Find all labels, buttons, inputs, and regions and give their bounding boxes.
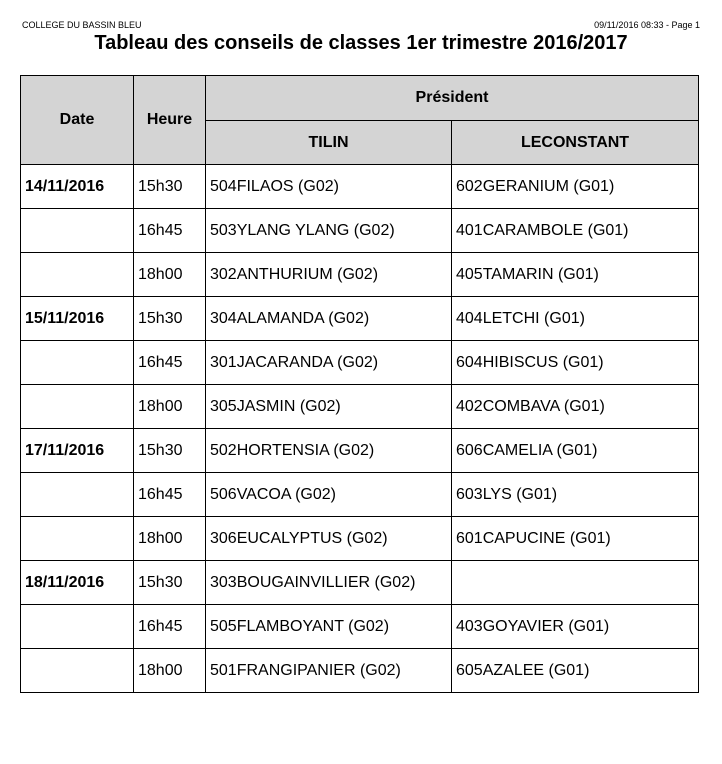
cell-leconstant: 403GOYAVIER (G01)	[452, 605, 699, 649]
cell-date	[21, 605, 134, 649]
table-row	[21, 297, 699, 341]
table-row	[21, 473, 699, 517]
table-row	[21, 429, 699, 473]
cell-leconstant: 601CAPUCINE (G01)	[452, 517, 699, 561]
table-row	[21, 561, 699, 605]
print-date-page: 09/11/2016 08:33 - Page 1	[594, 20, 700, 30]
cell-date	[21, 473, 134, 517]
cell-heure: 16h45	[134, 605, 206, 649]
cell-date: 14/11/2016	[21, 165, 134, 209]
header-tilin: TILIN	[206, 121, 452, 165]
cell-tilin: 501FRANGIPANIER (G02)	[206, 649, 452, 693]
header-date: Date	[21, 76, 134, 165]
cell-heure: 16h45	[134, 341, 206, 385]
cell-leconstant	[452, 561, 699, 605]
cell-heure: 15h30	[134, 429, 206, 473]
cell-tilin: 305JASMIN (G02)	[206, 385, 452, 429]
cell-heure: 18h00	[134, 649, 206, 693]
table-row	[21, 649, 699, 693]
cell-date: 18/11/2016	[21, 561, 134, 605]
page-title: Tableau des conseils de classes 1er trimestre 2016/2017	[94, 32, 628, 54]
cell-heure: 16h45	[134, 209, 206, 253]
header-president: Président	[206, 76, 699, 121]
table-row	[21, 517, 699, 561]
page-header	[22, 19, 700, 31]
cell-tilin: 301JACARANDA (G02)	[206, 341, 452, 385]
cell-leconstant: 604HIBISCUS (G01)	[452, 341, 699, 385]
cell-date: 15/11/2016	[21, 297, 134, 341]
cell-tilin: 503YLANG YLANG (G02)	[206, 209, 452, 253]
cell-tilin: 505FLAMBOYANT (G02)	[206, 605, 452, 649]
cell-heure: 15h30	[134, 561, 206, 605]
header-leconstant: LECONSTANT	[452, 121, 699, 165]
cell-leconstant: 402COMBAVA (G01)	[452, 385, 699, 429]
header-row	[21, 76, 699, 121]
cell-date	[21, 341, 134, 385]
cell-heure: 18h00	[134, 385, 206, 429]
table-row	[21, 605, 699, 649]
cell-heure: 15h30	[134, 297, 206, 341]
cell-leconstant: 605AZALEE (G01)	[452, 649, 699, 693]
cell-leconstant: 404LETCHI (G01)	[452, 297, 699, 341]
cell-date	[21, 385, 134, 429]
cell-heure: 16h45	[134, 473, 206, 517]
table-row	[21, 253, 699, 297]
table-row	[21, 385, 699, 429]
header-heure: Heure	[134, 76, 206, 165]
cell-tilin: 504FILAOS (G02)	[206, 165, 452, 209]
cell-heure: 18h00	[134, 517, 206, 561]
cell-heure: 15h30	[134, 165, 206, 209]
cell-leconstant: 602GERANIUM (G01)	[452, 165, 699, 209]
school-name: COLLEGE DU BASSIN BLEU	[22, 20, 142, 30]
cell-tilin: 303BOUGAINVILLIER (G02)	[206, 561, 452, 605]
cell-leconstant: 405TAMARIN (G01)	[452, 253, 699, 297]
cell-tilin: 506VACOA (G02)	[206, 473, 452, 517]
cell-tilin: 502HORTENSIA (G02)	[206, 429, 452, 473]
cell-leconstant: 401CARAMBOLE (G01)	[452, 209, 699, 253]
table-row	[21, 341, 699, 385]
cell-tilin: 304ALAMANDA (G02)	[206, 297, 452, 341]
table-row	[21, 165, 699, 209]
cell-tilin: 306EUCALYPTUS (G02)	[206, 517, 452, 561]
cell-heure: 18h00	[134, 253, 206, 297]
cell-leconstant: 606CAMELIA (G01)	[452, 429, 699, 473]
cell-date: 17/11/2016	[21, 429, 134, 473]
table-row	[21, 209, 699, 253]
cell-date	[21, 517, 134, 561]
cell-date	[21, 649, 134, 693]
cell-tilin: 302ANTHURIUM (G02)	[206, 253, 452, 297]
cell-date	[21, 209, 134, 253]
cell-leconstant: 603LYS (G01)	[452, 473, 699, 517]
cell-date	[21, 253, 134, 297]
conseils-table	[20, 75, 699, 693]
